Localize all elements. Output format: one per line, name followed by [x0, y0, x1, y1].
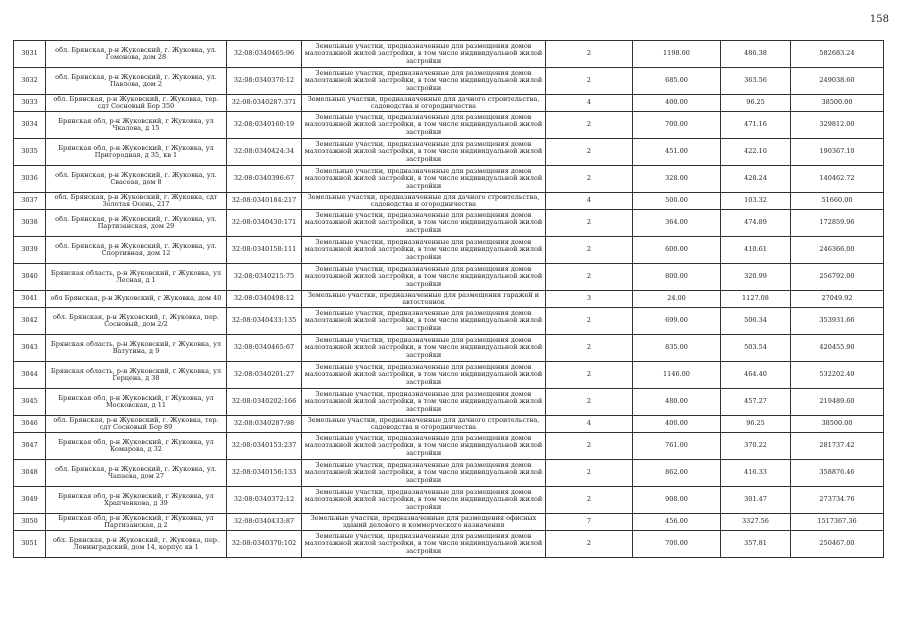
cadastral-number-cell: 32:08:0340202:166: [227, 389, 302, 416]
category-cell: 3: [546, 291, 633, 308]
cadastral-number-cell: 32:08:0340424:34: [227, 139, 302, 166]
specific-value-cell: 410.61: [721, 237, 791, 264]
row-number: 3038: [14, 210, 46, 237]
cadastral-value-cell: 51660.00: [791, 193, 884, 210]
table-row: [14, 433, 884, 460]
address-cell: обл. Брянская, р-н Жуковский, г. Жуковка, ул. Павлова, дом 2: [46, 68, 227, 95]
cadastral-value-cell: 219489.60: [791, 389, 884, 416]
cadastral-number-cell: 32:08:0340498:12: [227, 291, 302, 308]
table-row: [14, 264, 884, 291]
address-cell: обл. Брянская, р-н Жуковский, г. Жуковка, сдт Золотая Осень, 217: [46, 193, 227, 210]
address-cell: обл. Брянская, р-н Жуковский, г. Жуковка, пер. Ленинградский, дом 14, корпус кв 1: [46, 531, 227, 558]
cadastral-value-cell: 532202.40: [791, 362, 884, 389]
category-cell: 2: [546, 531, 633, 558]
specific-value-cell: 428.24: [721, 166, 791, 193]
cadastral-value-cell: 420455.90: [791, 335, 884, 362]
area-cell: 451.00: [633, 139, 721, 166]
table-row: [14, 460, 884, 487]
row-number: 3040: [14, 264, 46, 291]
cadastral-value-cell: 582683.24: [791, 41, 884, 68]
row-number: 3044: [14, 362, 46, 389]
row-number: 3046: [14, 416, 46, 433]
cadastral-number-cell: 32:08:0340160:19: [227, 112, 302, 139]
row-number: 3035: [14, 139, 46, 166]
category-cell: 2: [546, 210, 633, 237]
row-number: 3050: [14, 514, 46, 531]
cadastral-number-cell: 32:08:0340370:12: [227, 68, 302, 95]
area-cell: 699.00: [633, 308, 721, 335]
table-row: [14, 487, 884, 514]
land-use-cell: Земельные участки, предназначенные для размещения домов малоэтажной жилой застройки, в том числе индивидуальной жилой застройки: [302, 139, 546, 166]
specific-value-cell: 1127.08: [721, 291, 791, 308]
area-cell: 700.00: [633, 112, 721, 139]
land-use-cell: Земельные участки, предназначенные для размещения домов малоэтажной жилой застройки, в том числе индивидуальной жилой застройки: [302, 166, 546, 193]
land-use-cell: Земельные участки, предназначенные для размещения домов малоэтажной жилой застройки, в том числе индивидуальной жилой застройки: [302, 335, 546, 362]
area-cell: 364.00: [633, 210, 721, 237]
land-registry-table: [13, 40, 884, 558]
specific-value-cell: 474.89: [721, 210, 791, 237]
land-use-cell: Земельные участки, предназначенные для размещения домов малоэтажной жилой застройки, в том числе индивидуальной жилой застройки: [302, 112, 546, 139]
area-cell: 908.00: [633, 487, 721, 514]
area-cell: 800.00: [633, 264, 721, 291]
land-use-cell: Земельные участки, предназначенные для размещения офисных зданий делового и коммерческого назначения: [302, 514, 546, 531]
land-use-cell: Земельные участки, предназначенные для дачного строительства, садоводства и огородничества: [302, 95, 546, 112]
cadastral-value-cell: 353931.66: [791, 308, 884, 335]
cadastral-value-cell: 38500.00: [791, 416, 884, 433]
cadastral-value-cell: 250467.00: [791, 531, 884, 558]
cadastral-number-cell: 32:08:0340287:98: [227, 416, 302, 433]
area-cell: 400.00: [633, 416, 721, 433]
table-row: [14, 291, 884, 308]
specific-value-cell: 357.81: [721, 531, 791, 558]
land-use-cell: Земельные участки, предназначенные для дачного строительства, садоводства и огородничества: [302, 193, 546, 210]
cadastral-number-cell: 32:08:0340396:67: [227, 166, 302, 193]
specific-value-cell: 103.32: [721, 193, 791, 210]
specific-value-cell: 3327.56: [721, 514, 791, 531]
area-cell: 456.00: [633, 514, 721, 531]
cadastral-value-cell: 281737.42: [791, 433, 884, 460]
address-cell: Брянская обл, р-н Жуковский, г Жуковка, ул Партизанская, д 2: [46, 514, 227, 531]
cadastral-number-cell: 32:08:0340433:87: [227, 514, 302, 531]
table-row: [14, 166, 884, 193]
land-use-cell: Земельные участки, предназначенные для размещения домов малоэтажной жилой застройки, в том числе индивидуальной жилой застройки: [302, 210, 546, 237]
specific-value-cell: 370.22: [721, 433, 791, 460]
row-number: 3045: [14, 389, 46, 416]
land-use-cell: Земельные участки, предназначенные для размещения домов малоэтажной жилой застройки, в том числе индивидуальной жилой застройки: [302, 460, 546, 487]
address-cell: Брянская обл, р-н Жуковский, г Жуковка, ул Московская, д 11: [46, 389, 227, 416]
category-cell: 2: [546, 264, 633, 291]
cadastral-value-cell: 246366.00: [791, 237, 884, 264]
address-cell: обл. Брянская, р-н Жуковский, г. Жуковка, ул. Свасеая, дом 8: [46, 166, 227, 193]
category-cell: 2: [546, 487, 633, 514]
table-row: [14, 335, 884, 362]
cadastral-value-cell: 27049.92: [791, 291, 884, 308]
table-row: [14, 210, 884, 237]
table-row: [14, 41, 884, 68]
specific-value-cell: 96.25: [721, 95, 791, 112]
category-cell: 2: [546, 139, 633, 166]
table-row: [14, 531, 884, 558]
table-row: [14, 68, 884, 95]
address-cell: обл. Брянская, р-н Жуковский, г. Жуковка, ул. Чапаева, дом 27: [46, 460, 227, 487]
category-cell: 2: [546, 237, 633, 264]
specific-value-cell: 320.99: [721, 264, 791, 291]
land-use-cell: Земельные участки, предназначенные для размещения домов малоэтажной жилой застройки, в том числе индивидуальной жилой застройки: [302, 237, 546, 264]
area-cell: 24.00: [633, 291, 721, 308]
cadastral-number-cell: 32:08:0340201:27: [227, 362, 302, 389]
cadastral-number-cell: 32:08:0340465:67: [227, 335, 302, 362]
land-use-cell: Земельные участки, предназначенные для дачного строительства, садоводства и огородничества: [302, 416, 546, 433]
cadastral-value-cell: 249038.60: [791, 68, 884, 95]
row-number: 3039: [14, 237, 46, 264]
category-cell: 7: [546, 514, 633, 531]
land-use-cell: Земельные участки, предназначенные для размещения домов малоэтажной жилой застройки, в том числе индивидуальной жилой застройки: [302, 308, 546, 335]
area-cell: 328.00: [633, 166, 721, 193]
cadastral-value-cell: 38500.00: [791, 95, 884, 112]
area-cell: 1146.00: [633, 362, 721, 389]
specific-value-cell: 503.54: [721, 335, 791, 362]
category-cell: 2: [546, 41, 633, 68]
land-use-cell: Земельные участки, предназначенные для размещения домов малоэтажной жилой застройки, в том числе индивидуальной жилой застройки: [302, 531, 546, 558]
cadastral-number-cell: 32:08:0340372:12: [227, 487, 302, 514]
category-cell: 2: [546, 433, 633, 460]
address-cell: Брянская обл, р-н Жуковский, г Жуковка, ул Комарова, д 32: [46, 433, 227, 460]
specific-value-cell: 506.34: [721, 308, 791, 335]
row-number: 3037: [14, 193, 46, 210]
row-number: 3032: [14, 68, 46, 95]
table-row: [14, 389, 884, 416]
category-cell: 2: [546, 112, 633, 139]
specific-value-cell: 471.16: [721, 112, 791, 139]
category-cell: 4: [546, 193, 633, 210]
address-cell: обл. Брянская, р-н Жуковский, г. Жуковка, пер. Сосновый, дом 2/2: [46, 308, 227, 335]
address-cell: Брянская обл, р-н Жуковский, г Жуковка, ул Храпченкова, д 39: [46, 487, 227, 514]
cadastral-value-cell: 329812.00: [791, 112, 884, 139]
area-cell: 480.00: [633, 389, 721, 416]
table-row: [14, 362, 884, 389]
table-row: [14, 514, 884, 531]
row-number: 3048: [14, 460, 46, 487]
table-row: [14, 308, 884, 335]
area-cell: 761.00: [633, 433, 721, 460]
address-cell: Брянская обл, р-н Жуковский, г Жуковка, ул Пригородная, д 35, кв 1: [46, 139, 227, 166]
row-number: 3041: [14, 291, 46, 308]
row-number: 3031: [14, 41, 46, 68]
area-cell: 500.00: [633, 193, 721, 210]
row-number: 3033: [14, 95, 46, 112]
land-use-cell: Земельные участки, предназначенные для размещения гаражей и автостоянок: [302, 291, 546, 308]
cadastral-value-cell: 140462.72: [791, 166, 884, 193]
specific-value-cell: 486.38: [721, 41, 791, 68]
address-cell: Брянская обл, р-н Жуковский, г Жуковка, ул Чкалова, д 15: [46, 112, 227, 139]
cadastral-number-cell: 32:08:0340158:111: [227, 237, 302, 264]
specific-value-cell: 96.25: [721, 416, 791, 433]
land-use-cell: Земельные участки, предназначенные для размещения домов малоэтажной жилой застройки, в том числе индивидуальной жилой застройки: [302, 41, 546, 68]
cadastral-number-cell: 32:08:0340433:135: [227, 308, 302, 335]
cadastral-number-cell: 32:08:0340465:96: [227, 41, 302, 68]
address-cell: обл. Брянская, р-н Жуковский, г. Жуковка, ул. Партизанская, дом 29: [46, 210, 227, 237]
category-cell: 4: [546, 416, 633, 433]
area-cell: 600.00: [633, 237, 721, 264]
table-row: [14, 237, 884, 264]
row-number: 3034: [14, 112, 46, 139]
cadastral-number-cell: 32:08:0340153:237: [227, 433, 302, 460]
row-number: 3049: [14, 487, 46, 514]
category-cell: 2: [546, 68, 633, 95]
area-cell: 400.00: [633, 95, 721, 112]
area-cell: 700.00: [633, 531, 721, 558]
category-cell: 2: [546, 308, 633, 335]
address-cell: Брянская область, р-н Жуковский, г Жуковка, ул Герцена, д 38: [46, 362, 227, 389]
cadastral-value-cell: 358876.46: [791, 460, 884, 487]
address-cell: обл. Брянская, р-н Жуковский, г. Жуковка, ул. Гомонова, дом 28: [46, 41, 227, 68]
area-cell: 835.00: [633, 335, 721, 362]
cadastral-value-cell: 256792.00: [791, 264, 884, 291]
cadastral-value-cell: 190367.10: [791, 139, 884, 166]
land-use-cell: Земельные участки, предназначенные для размещения домов малоэтажной жилой застройки, в том числе индивидуальной жилой застройки: [302, 433, 546, 460]
area-cell: 862.00: [633, 460, 721, 487]
cadastral-number-cell: 32:08:0340184:217: [227, 193, 302, 210]
category-cell: 2: [546, 362, 633, 389]
row-number: 3051: [14, 531, 46, 558]
table-body: [14, 41, 884, 558]
specific-value-cell: 457.27: [721, 389, 791, 416]
address-cell: обл. Брянская, р-н Жуковский, г. Жуковка, тер. сдт Сосновый Бор 89: [46, 416, 227, 433]
table-row: [14, 139, 884, 166]
cadastral-value-cell: 172859.96: [791, 210, 884, 237]
table-row: [14, 112, 884, 139]
land-use-cell: Земельные участки, предназначенные для размещения домов малоэтажной жилой застройки, в том числе индивидуальной жилой застройки: [302, 264, 546, 291]
category-cell: 2: [546, 166, 633, 193]
address-cell: Брянская область, р-н Жуковский, г Жуковка, ул Ватутина, д 9: [46, 335, 227, 362]
specific-value-cell: 301.47: [721, 487, 791, 514]
land-use-cell: Земельные участки, предназначенные для размещения домов малоэтажной жилой застройки, в том числе индивидуальной жилой застройки: [302, 487, 546, 514]
cadastral-number-cell: 32:08:0340370:102: [227, 531, 302, 558]
cadastral-value-cell: 273734.76: [791, 487, 884, 514]
row-number: 3042: [14, 308, 46, 335]
cadastral-number-cell: 32:08:0340430:171: [227, 210, 302, 237]
category-cell: 2: [546, 389, 633, 416]
specific-value-cell: 464.40: [721, 362, 791, 389]
area-cell: 685.00: [633, 68, 721, 95]
cadastral-value-cell: 1517367.36: [791, 514, 884, 531]
area-cell: 1198.00: [633, 41, 721, 68]
category-cell: 2: [546, 460, 633, 487]
specific-value-cell: 422.10: [721, 139, 791, 166]
row-number: 3047: [14, 433, 46, 460]
row-number: 3043: [14, 335, 46, 362]
category-cell: 2: [546, 335, 633, 362]
address-cell: обл. Брянская, р-н Жуковский, г. Жуковка, тер. сдт Сосновый Бор 350: [46, 95, 227, 112]
land-use-cell: Земельные участки, предназначенные для размещения домов малоэтажной жилой застройки, в том числе индивидуальной жилой застройки: [302, 68, 546, 95]
address-cell: обл. Брянская, р-н Жуковский, г. Жуковка, ул. Спортивная, дом 12: [46, 237, 227, 264]
cadastral-number-cell: 32:08:0340215:75: [227, 264, 302, 291]
table-row: [14, 193, 884, 210]
category-cell: 4: [546, 95, 633, 112]
cadastral-number-cell: 32:08:0340156:133: [227, 460, 302, 487]
land-use-cell: Земельные участки, предназначенные для размещения домов малоэтажной жилой застройки, в том числе индивидуальной жилой застройки: [302, 389, 546, 416]
page-number: 158: [869, 14, 889, 25]
address-cell: Брянская область, р-н Жуковский, г Жуковка, ул Лесная, д 1: [46, 264, 227, 291]
row-number: 3036: [14, 166, 46, 193]
table-row: [14, 95, 884, 112]
cadastral-number-cell: 32:08:0340287:371: [227, 95, 302, 112]
address-cell: обл Брянская, р-н Жуковский, г Жуковка, дом 40: [46, 291, 227, 308]
table-row: [14, 416, 884, 433]
land-use-cell: Земельные участки, предназначенные для размещения домов малоэтажной жилой застройки, в том числе индивидуальной жилой застройки: [302, 362, 546, 389]
specific-value-cell: 416.33: [721, 460, 791, 487]
specific-value-cell: 363.56: [721, 68, 791, 95]
